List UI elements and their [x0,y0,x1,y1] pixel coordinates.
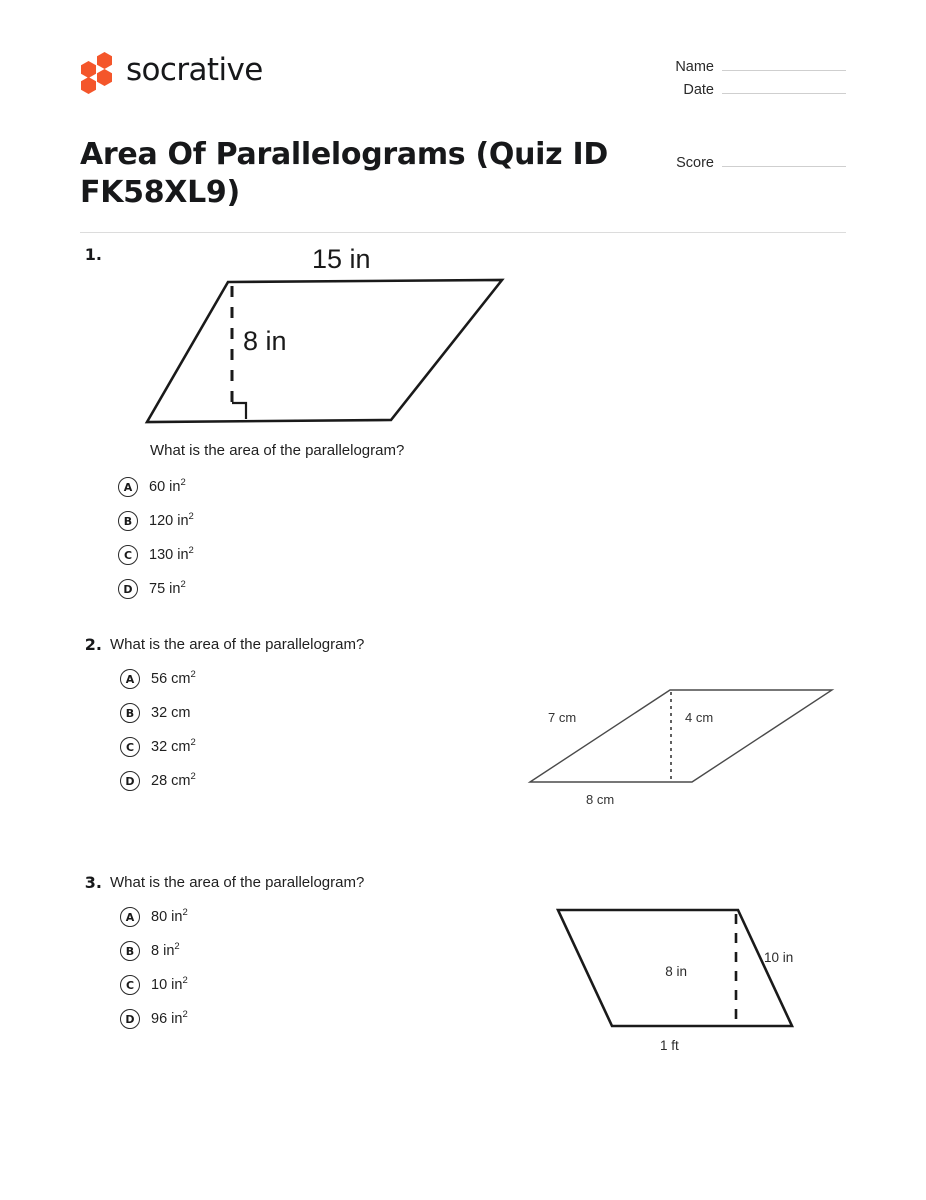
date-field-row [646,79,846,102]
page-header [80,48,846,211]
option-text: 8 $in^2$ [151,941,180,959]
socrative-hexagon-logo-icon [80,52,114,90]
student-info-fields [646,56,846,175]
option-row[interactable] [118,470,846,504]
option-letter: D [120,771,140,791]
option-text: 10 $in^2$ [151,975,188,993]
question-1-prompt: What is the area of the parallelogram? [150,442,405,459]
option-row[interactable] [118,538,846,572]
option-text: 120 $in^2$ [149,511,194,529]
question-1-number: 1. [84,245,102,264]
question-2-side-label: 7 cm [548,710,577,725]
question-2-head [80,634,846,656]
brand-wordmark: socrative [126,51,263,88]
date-field-label: Date [683,82,714,98]
question-3-prompt: What is the area of the parallelogram? [110,874,365,891]
question-2 [80,634,846,807]
header-divider [80,232,846,233]
hexagon-middle-left [81,61,96,78]
question-1-options [80,470,846,606]
score-field-row [646,152,846,175]
option-row[interactable] [118,572,846,606]
option-letter: C [120,975,140,995]
score-field-label: Score [676,155,714,171]
option-text: 32 $cm^2$ [151,737,196,755]
option-letter: A [120,907,140,927]
question-3-base-label: 1 ft [660,1038,679,1053]
question-1-top-label: 15 in [312,244,371,274]
option-text: 32 cm [151,705,191,721]
option-text: 28 $cm^2$ [151,771,196,789]
option-letter: D [118,579,138,599]
name-field-label: Name [675,59,714,75]
question-1-figure [110,240,510,430]
question-1-height-label: 8 in [243,326,287,356]
question-2-base-label: 8 cm [586,792,615,807]
option-letter: B [120,941,140,961]
hexagon-middle-right [97,69,112,86]
option-letter: C [118,545,138,565]
option-text: 80 $in^2$ [151,907,188,925]
question-3-head [80,872,846,894]
option-letter: B [120,703,140,723]
option-text: 96 $in^2$ [151,1009,188,1027]
option-letter: C [120,737,140,757]
option-text: 130 $in^2$ [149,545,194,563]
page-title: Area Of Parallelograms (Quiz ID FK58XL9) [80,137,608,211]
option-letter: B [118,511,138,531]
hexagon-bottom-left [81,77,96,94]
name-field-input[interactable] [722,56,846,71]
question-2-figure [520,670,840,815]
question-1 [80,244,846,606]
date-field-input[interactable] [722,79,846,94]
option-letter: A [118,477,138,497]
option-text: 60 $in^2$ [149,477,186,495]
question-3-height-label: 8 in [665,964,687,979]
option-text: 75 $in^2$ [149,579,186,597]
score-field-input[interactable] [722,152,846,167]
question-2-number: 2. [84,635,102,654]
question-3-figure [540,898,840,1058]
option-letter: D [120,1009,140,1029]
hexagon-top-right [97,52,112,69]
name-field-row [646,56,846,79]
question-2-height-label: 4 cm [685,710,714,725]
question-3 [80,872,846,1053]
option-row[interactable] [118,504,846,538]
option-letter: A [120,669,140,689]
brand-logo [80,52,263,90]
question-3-number: 3. [84,873,102,892]
question-2-prompt: What is the area of the parallelogram? [110,636,365,653]
question-3-side-label: 10 in [764,950,794,965]
option-text: 56 $cm^2$ [151,669,196,687]
